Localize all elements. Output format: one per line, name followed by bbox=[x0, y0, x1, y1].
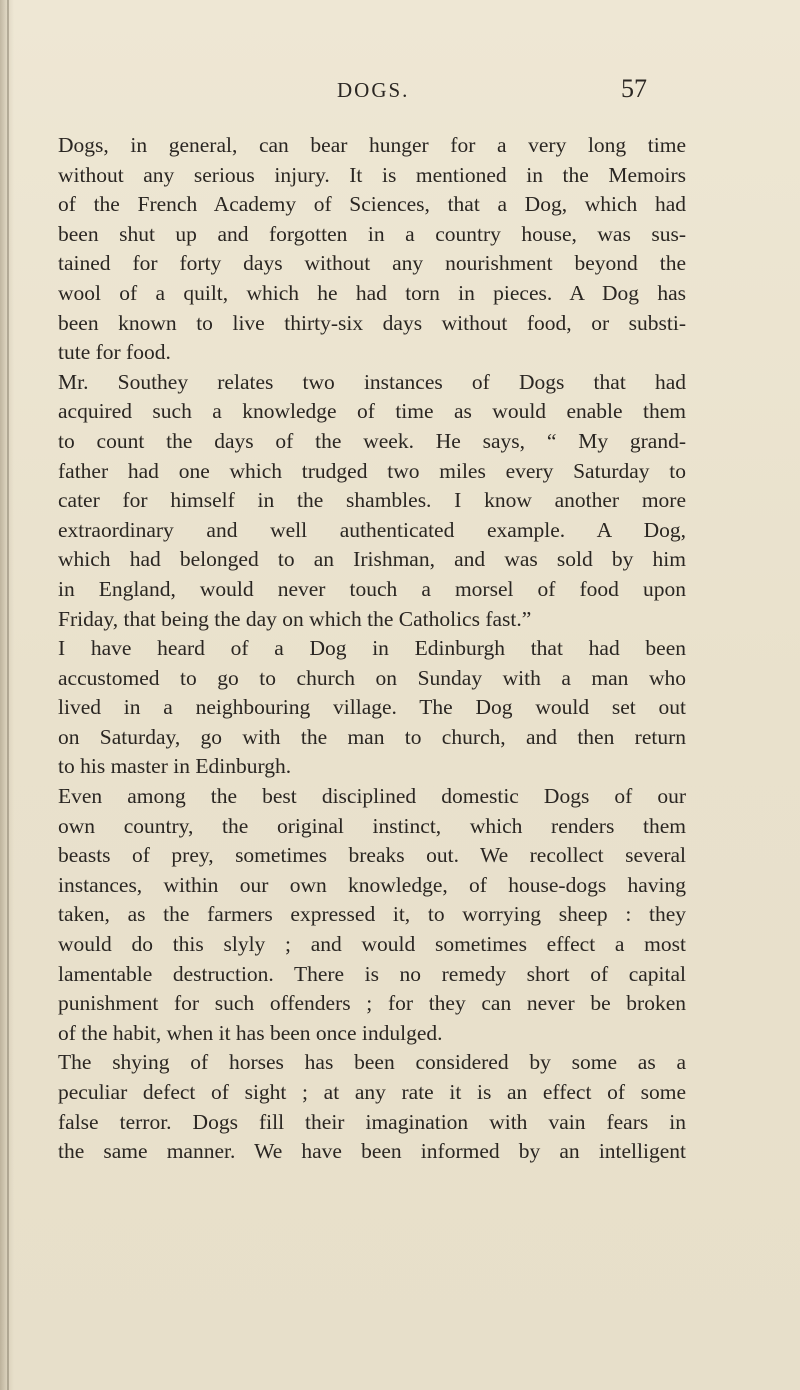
text-line: Even among the best disciplined domestic Dogs of our bbox=[58, 784, 686, 809]
body-text bbox=[58, 131, 686, 1167]
text-line: to his master in Edinburgh. bbox=[58, 754, 292, 779]
text-line: of the French Academy of Sciences, that a Dog, which had bbox=[58, 192, 686, 217]
text-line: which had belonged to an Irishman, and was sold by him bbox=[58, 547, 686, 572]
text-line: without any serious injury. It is mentioned in the Memoirs bbox=[58, 162, 686, 187]
text-line: to count the days of the week. He says, “ My grand- bbox=[58, 428, 686, 453]
text-line: own country, the original instinct, which renders them bbox=[58, 813, 686, 838]
text-line: wool of a quilt, which he had torn in pieces. A Dog has bbox=[58, 280, 686, 305]
text-line: been shut up and forgotten in a country house, was sus- bbox=[58, 221, 686, 246]
text-line: accustomed to go to church on Sunday with a man who bbox=[58, 665, 686, 690]
text-line: Friday, that being the day on which the Catholics fast.” bbox=[58, 606, 532, 631]
text-line: acquired such a knowledge of time as would enable them bbox=[58, 399, 686, 424]
running-head: DOGS. bbox=[337, 78, 410, 102]
text-line: taken, as the farmers expressed it, to worrying sheep : they bbox=[58, 902, 686, 927]
text-line: peculiar defect of sight ; at any rate it is an effect of some bbox=[58, 1080, 686, 1104]
text-line: The shying of horses has been considered by some as a bbox=[58, 1050, 686, 1075]
text-line: cater for himself in the shambles. I know another more bbox=[58, 488, 686, 513]
text-line: tute for food. bbox=[58, 340, 171, 365]
text-line: tained for forty days without any nourishment beyond the bbox=[58, 251, 686, 276]
binding-gutter bbox=[7, 0, 9, 1390]
text-line: of the habit, when it has been once indulged. bbox=[58, 1020, 443, 1045]
text-line: punishment for such offenders ; for they can never be broken bbox=[58, 991, 686, 1016]
text-line: father had one which trudged two miles every Saturday to bbox=[58, 458, 686, 483]
text-line: in England, would never touch a morsel of food upon bbox=[58, 576, 686, 601]
text-line: instances, within our own knowledge, of house-dogs having bbox=[58, 872, 686, 897]
text-line: I have heard of a Dog in Edinburgh that had been bbox=[58, 636, 686, 661]
text-line: Dogs, in general, can bear hunger for a very long time bbox=[58, 133, 686, 157]
text-line: would do this slyly ; and would sometimes effect a most bbox=[58, 932, 686, 957]
page-number: 57 bbox=[621, 74, 647, 103]
text-line: been known to live thirty-six days without food, or substi- bbox=[58, 310, 686, 335]
text-line: lived in a neighbouring village. The Dog would set out bbox=[58, 695, 686, 720]
text-line: extraordinary and well authenticated example. A Dog, bbox=[58, 517, 686, 542]
text-line: Mr. Southey relates two instances of Dogs that had bbox=[58, 369, 686, 394]
text-line: beasts of prey, sometimes breaks out. We recollect several bbox=[58, 843, 686, 868]
text-line: lamentable destruction. There is no remedy short of capital bbox=[58, 961, 686, 986]
page-header bbox=[0, 74, 800, 108]
text-line: false terror. Dogs fill their imagination with vain fears in bbox=[58, 1109, 686, 1134]
text-line: on Saturday, go with the man to church, and then return bbox=[58, 724, 686, 749]
text-line: the same manner. We have been informed by an intelligent bbox=[58, 1139, 686, 1164]
